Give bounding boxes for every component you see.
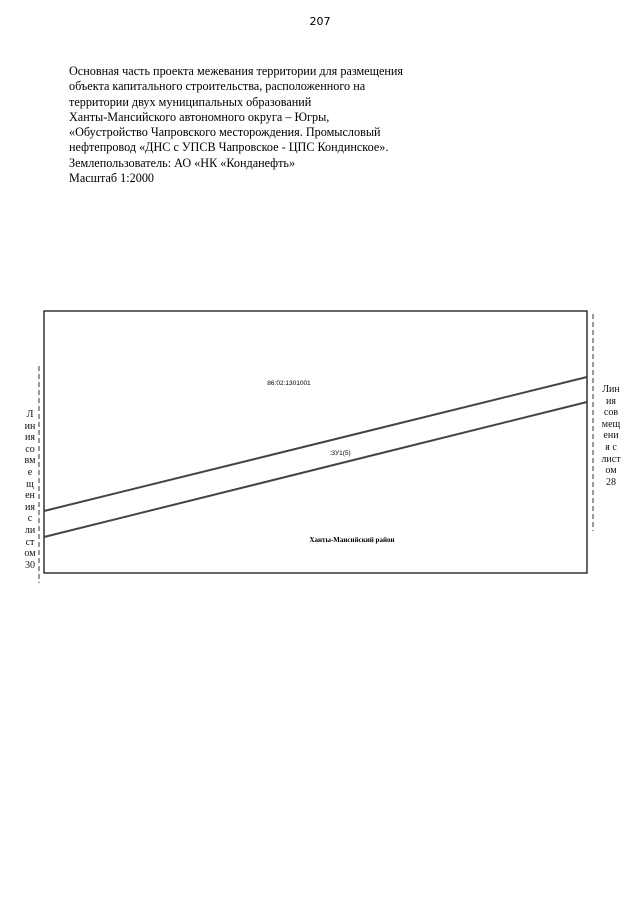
page-number: 207: [309, 15, 331, 28]
right-match-note: [600, 384, 622, 488]
right-note-line: ом: [605, 465, 617, 477]
left-note-line: ия: [25, 432, 35, 444]
right-note-line: 28: [606, 476, 616, 488]
left-note-line: ия: [25, 501, 35, 513]
left-note-line: ен: [25, 490, 35, 502]
left-note-line: е: [27, 466, 33, 478]
left-note-line: вм: [24, 455, 36, 467]
parcel-label: :ЗУ1(5): [329, 450, 351, 457]
header-line: Основная часть проекта межевания территории для размещения: [69, 64, 404, 78]
corridor-lower-boundary: [44, 402, 587, 537]
left-note-line: с: [27, 513, 33, 525]
scale-label: Масштаб 1:2000: [69, 171, 155, 186]
header-line: «Обустройство Чапровского месторождения. Промысловый: [69, 125, 381, 140]
header-line: нефтепровод «ДНС с УПСВ Чапровское - ЦПС Кондинское».: [69, 140, 389, 155]
cadastral-block-label: 86:02:1301001: [267, 380, 311, 387]
left-note-line: ли: [24, 524, 36, 536]
right-note-line: лист: [601, 453, 621, 465]
header-line: Ханты-Мансийского автономного округа – Югры,: [69, 109, 330, 124]
header-line: территории двух муниципальных образований: [69, 94, 312, 109]
left-note-line: щ: [26, 478, 34, 490]
left-note-line: ст: [25, 536, 35, 548]
right-note-line: ия: [606, 395, 616, 407]
header-line: объекта капитального строительства, расположенного на: [69, 79, 366, 94]
left-note-line: со: [25, 443, 35, 455]
district-label: Ханты-Мансийский район: [309, 536, 395, 544]
right-note-line: мещ: [601, 418, 621, 430]
right-note-line: Лин: [602, 384, 620, 395]
map-frame: [44, 311, 587, 573]
corridor-upper-boundary: [44, 377, 587, 511]
right-note-line: ени: [603, 430, 619, 442]
left-note-line: ом: [24, 548, 36, 560]
left-note-line: ин: [24, 420, 36, 432]
left-match-note: [22, 409, 38, 571]
left-note-line: 30: [25, 559, 35, 571]
right-note-line: сов: [603, 407, 619, 419]
left-note-line: Л: [26, 409, 34, 420]
header-line: Землепользователь: АО «НК «Конданефть»: [69, 155, 296, 170]
right-note-line: я с: [605, 441, 617, 453]
